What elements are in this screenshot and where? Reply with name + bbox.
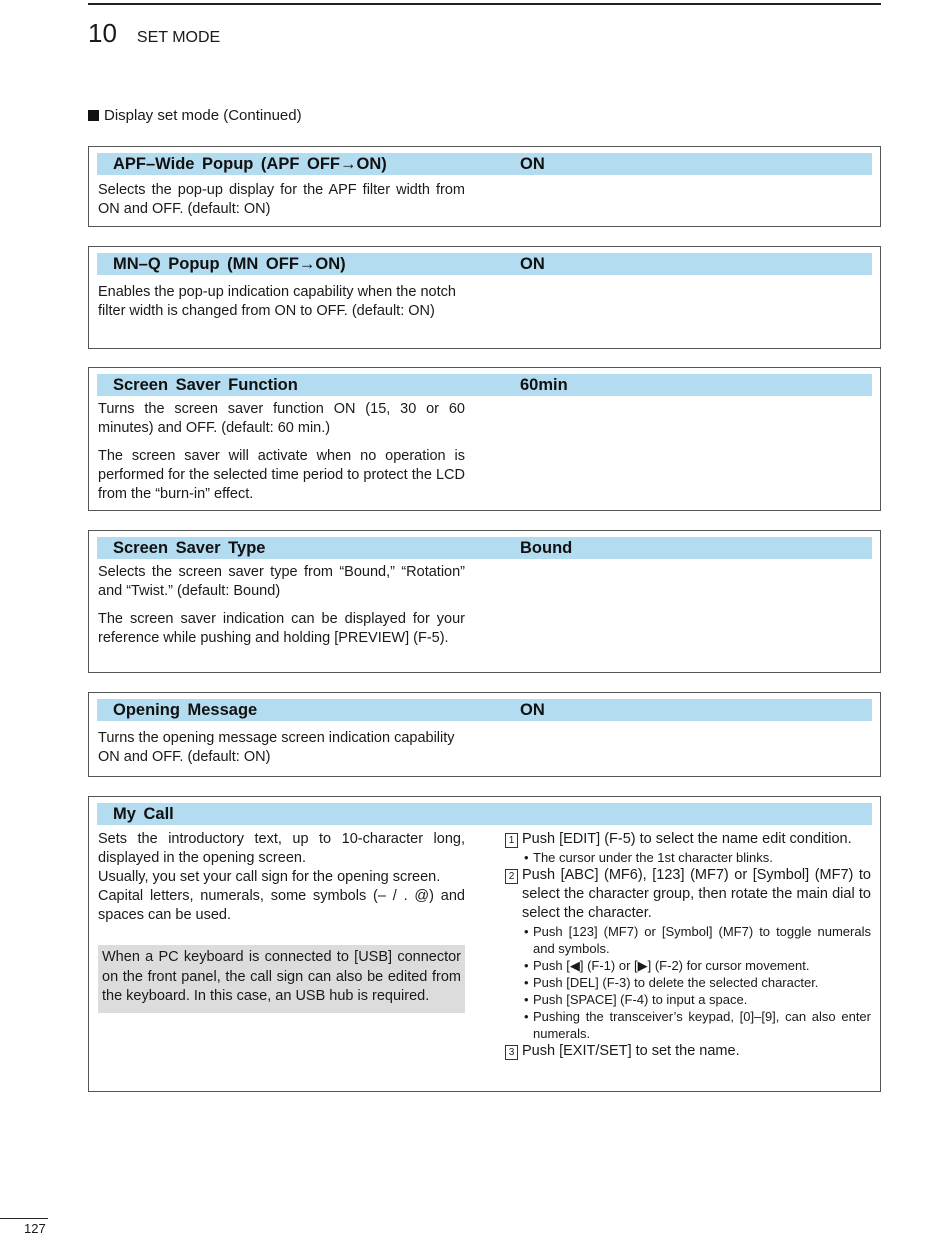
setting-value: 60min [520,375,568,394]
setting-name: Screen Saver Function [113,375,298,394]
setting-box-screen-saver-type [88,530,881,673]
step-number-icon: 2 [505,869,518,884]
setting-name: Screen Saver Type [113,538,266,557]
step-text: Push [EDIT] (F-5) to select the name edit condition. [522,831,852,847]
setting-name: My Call [113,804,174,823]
bullet-text: Pushing the transceiver’s keypad, [0]–[9], can also enter numerals. [533,1009,871,1041]
usb-keyboard-note: When a PC keyboard is connected to [USB] connector on the front panel, the call sign can also be edited from the keyboard. In this case, an USB hub is required. [98,945,465,1013]
step-bullet: • The cursor under the 1st character blinks. [505,849,871,866]
section-title [88,107,302,124]
setting-box-my-call [88,796,881,1092]
step-number-icon: 3 [505,1045,518,1060]
setting-header [97,153,872,175]
setting-description: Enables the pop-up indication capability when the notch filter width is changed from ON to OFF. (default: ON) [98,284,456,319]
my-call-description: Usually, you set your call sign for the opening screen. [98,869,441,885]
setting-header [97,374,872,396]
setting-description: Selects the screen saver type from “Bound,” “Rotation” and “Twist.” (default: Bound) [98,564,465,599]
setting-value: ON [520,254,545,273]
setting-value: ON [520,700,545,719]
setting-description: Turns the opening message screen indication capability ON and OFF. (default: ON) [98,730,455,765]
step-bullet: • Push [SPACE] (F-4) to input a space. [505,991,871,1008]
bullet-text: Push [123] (MF7) or [Symbol] (MF7) to toggle numerals and symbols. [533,924,871,956]
bullet-text: Push [DEL] (F-3) to delete the selected character. [533,975,819,990]
footer-rule [0,1218,48,1219]
chapter-title: SET MODE [136,29,221,46]
step-number-icon: 1 [505,833,518,848]
step-2 [505,866,871,923]
setting-name: Opening Message [113,700,258,719]
step-1 [505,830,871,849]
step-bullet: • Push [DEL] (F-3) to delete the selected character. [505,974,871,991]
square-bullet-icon [88,110,99,121]
chapter-heading [88,18,220,49]
bullet-text: The cursor under the 1st character blinks. [533,850,773,865]
setting-value: Bound [520,538,573,557]
setting-name: APF–Wide Popup (APF OFF→ON) [113,154,387,173]
step-bullet: • Push [123] (MF7) or [Symbol] (MF7) to toggle numerals and symbols. [524,924,871,956]
setting-name: MN–Q Popup (MN OFF→ON) [113,254,346,273]
setting-box-mn-q-popup [88,246,881,349]
setting-box-apf-wide-popup [88,146,881,227]
step-text: Push [EXIT/SET] to set the name. [522,1043,740,1059]
setting-description: Selects the pop-up display for the APF filter width from ON and OFF. (default: ON) [98,182,465,217]
setting-header [97,803,872,825]
setting-box-screen-saver-function [88,367,881,511]
my-call-description: Sets the introductory text, up to 10-character long, displayed in the opening screen. [98,831,465,866]
bullet-text: Push [SPACE] (F-4) to input a space. [533,992,748,1007]
setting-box-opening-message [88,692,881,777]
setting-header [97,253,872,275]
setting-header [97,699,872,721]
my-call-steps [465,830,871,1061]
step-bullet: • Push [◀] (F-1) or [▶] (F-2) for cursor movement. [505,957,871,974]
my-call-description: Capital letters, numerals, some symbols (– / . @) and spaces can be used. [98,888,465,923]
bullet-text: Push [◀] (F-1) or [▶] (F-2) for cursor movement. [533,958,810,973]
section-title-text: Display set mode (Continued) [104,107,302,124]
setting-header [97,537,872,559]
chapter-number: 10 [88,18,117,48]
step-3 [505,1042,871,1061]
step-text: Push [ABC] (MF6), [123] (MF7) or [Symbol] (MF7) to select the character group, then rotate the main dial to select the character. [522,867,871,921]
setting-description: The screen saver indication can be displayed for your reference while pushing and holding [PREVIEW] (F-5). [98,611,465,646]
top-rule [88,3,881,5]
setting-description: Turns the screen saver function ON (15, 30 or 60 minutes) and OFF. (default: 60 min.) [98,401,465,436]
setting-value: ON [520,154,545,173]
page-number: 127 [24,1221,46,1236]
setting-description: The screen saver will activate when no operation is performed for the selected time period to protect the LCD from the “burn-in” effect. [98,448,465,502]
step-bullet: • Pushing the transceiver’s keypad, [0]–[9], can also enter numerals. [524,1009,871,1041]
